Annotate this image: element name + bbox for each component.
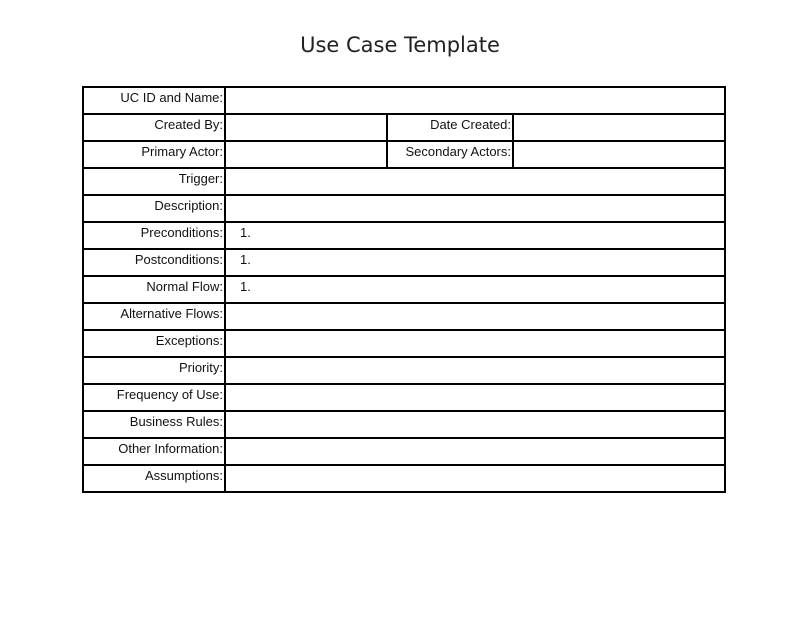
row-normal-flow	[83, 276, 725, 303]
postconditions-label: Postconditions:	[83, 249, 225, 276]
document-title: Use Case Template	[300, 33, 500, 57]
priority-label: Priority:	[83, 357, 225, 384]
created-by-label: Created By:	[83, 114, 225, 141]
preconditions-label: Preconditions:	[83, 222, 225, 249]
description-field[interactable]	[225, 195, 725, 222]
description-label: Description:	[83, 195, 225, 222]
created-by-field[interactable]	[225, 114, 387, 141]
business-rules-label: Business Rules:	[83, 411, 225, 438]
business-rules-field[interactable]	[225, 411, 725, 438]
trigger-field[interactable]	[225, 168, 725, 195]
row-postconditions	[83, 249, 725, 276]
other-info-label: Other Information:	[83, 438, 225, 465]
frequency-field[interactable]	[225, 384, 725, 411]
preconditions-field[interactable]: 1.	[225, 222, 725, 249]
row-other-info	[83, 438, 725, 465]
row-alternative-flows	[83, 303, 725, 330]
row-actors	[83, 141, 725, 168]
row-business-rules	[83, 411, 725, 438]
frequency-label: Frequency of Use:	[83, 384, 225, 411]
alternative-flows-label: Alternative Flows:	[83, 303, 225, 330]
row-preconditions	[83, 222, 725, 249]
row-frequency	[83, 384, 725, 411]
postconditions-field[interactable]: 1.	[225, 249, 725, 276]
date-created-field[interactable]	[513, 114, 725, 141]
assumptions-label: Assumptions:	[83, 465, 225, 492]
alternative-flows-field[interactable]	[225, 303, 725, 330]
primary-actor-label: Primary Actor:	[83, 141, 225, 168]
priority-field[interactable]	[225, 357, 725, 384]
assumptions-field[interactable]	[225, 465, 725, 492]
date-created-label: Date Created:	[387, 114, 513, 141]
row-assumptions	[83, 465, 725, 492]
use-case-form-table	[82, 86, 726, 493]
row-trigger	[83, 168, 725, 195]
secondary-actors-field[interactable]	[513, 141, 725, 168]
row-priority	[83, 357, 725, 384]
normal-flow-label: Normal Flow:	[83, 276, 225, 303]
row-created-by	[83, 114, 725, 141]
other-info-field[interactable]	[225, 438, 725, 465]
normal-flow-field[interactable]: 1.	[225, 276, 725, 303]
row-uc-id	[83, 87, 725, 114]
secondary-actors-label: Secondary Actors:	[387, 141, 513, 168]
trigger-label: Trigger:	[83, 168, 225, 195]
row-description	[83, 195, 725, 222]
exceptions-label: Exceptions:	[83, 330, 225, 357]
exceptions-field[interactable]	[225, 330, 725, 357]
primary-actor-field[interactable]	[225, 141, 387, 168]
uc-id-label: UC ID and Name:	[83, 87, 225, 114]
row-exceptions	[83, 330, 725, 357]
uc-id-field[interactable]	[225, 87, 725, 114]
